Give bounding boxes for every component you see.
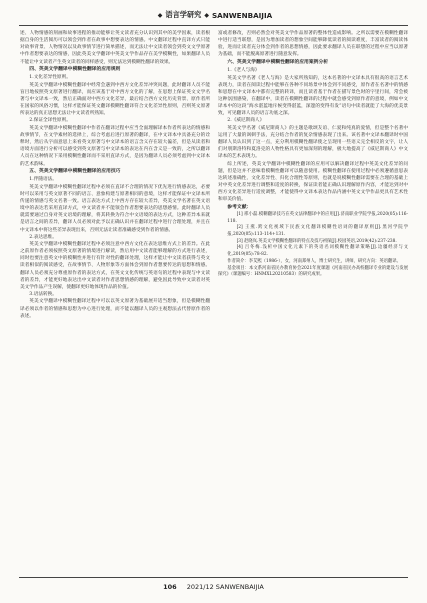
subsection-heading: 1.《老人与海》 [227, 68, 260, 74]
author-bio: 作者简介：李艾熙（1986-），女，河南郑州人，博士研究生，讲师，研究方向：英语翻译。 [227, 258, 401, 264]
page-number: 106 [163, 583, 177, 591]
header-title: 语言学研究 [165, 10, 202, 19]
paragraph: 英美文学翻译中模糊性翻译过程中必须在直译不合理的情况下优先进行情感表达，必要时可以采用与英文原著不同的语言、意象构建与原著相同的意境，这样才能保证中文译本所传递的情感与英文名著一致。语言表达方式上中西方存在较大差异，英美文学名著在英文语境中的表达若采用直译方式，中文读者并不能领会作者想要表达的思想感情。此时翻译人员就需要通过自身对英文语境的理解，将其转换为符合中文语境的表达方式，这种差异本来就是语言之间的差异，翻译人员必须对此予以正确认识并在翻译过程中进行合理处理，并且在中文译本中将这些差异表现出来，否则无法让读者准确感受到作者的情感。 [20, 184, 210, 233]
footer-rule [19, 577, 408, 578]
header-brand: SANWENBAIJIA [211, 10, 273, 20]
references-heading: 参考文献： [227, 205, 252, 211]
section-heading: 五、英美文学翻译中模糊性翻译的应用技巧 [29, 169, 121, 175]
subsection-heading: 1.伴随语法。 [29, 177, 57, 183]
diamond-icon: ◆ [157, 11, 163, 19]
paragraph: 富或者修改，否则必然会对英美文学作品原著的整体性造成影响。之所以需要在模糊性翻译中进行适当联想，是因为增加读者的想象空间能够降低读者的阅读难度，丰富读者的阅读体验，进而让读者充分体会到作者的思想情感，因此要求翻译人员在联想的过程中应当以原著为基础，而不能脱离原著进行随意发挥。 [218, 31, 408, 58]
paragraph: 英美文学名著《老人与海》是大家所熟知的，这本名著的中文译本具有很高的语言艺术表现力，读者在阅读过程中能够在各种不同场景中体会到不同感受，原作者在名著中的情感和思想在中文译本中都有完整的转译，而且读者基于作者在描写景色时的字里行间，常会被这种氛围感染，在翻译中，读者在模糊性翻译的过程中就会感受到原作者的意境，例如中文译本中的这段“海水湛蓝地斥候变得湛蓝，深邃的变得有发”语句中读者就能了大海的优美景致，可见翻译人员的语言功底之深。 [218, 75, 408, 117]
subsection-heading: 2.表达思维。 [29, 234, 57, 240]
paragraph: 英美文学翻译中模糊性翻译过程中必须注意中西方文化在表达思维方式上的差异。在此之前原作者必须按照英文原著的情境进行解读，然后用中文读者能够理解的方式进行表述，同时也要注意英文中的模糊性并进行有针对性的翻译处理，这样才能让中文读者获得与英文读者相似的阅读感受，在故事情节、人物形象等方面体会到原作者想要传达的思想和情感。翻译人员必须充分尊重原作者的表达方式，在英文文化传统与英语句的过程中表现与中文读者的差异，才能更好地表达出中文读者对作者思想情感的理解，避免因此导致中文读者对英美文学作品产生误解，使翻译更好地体现作品的价值。 [20, 241, 210, 290]
paragraph: 英美文学名著《威尼斯商人》的主题是歌颂友谊、仁爱和纯真的爱情，但是整个名著中运用了大量的讽刺手法，充分结合作者的复杂情感表现了出来。该名著中文译本翻译时中国翻译人员认识到了这一点，充分利用模糊性翻译使之呈现用一些语义完全相反的文字，让人们对朋斯洛特和夏洛克的人物性格具有更加深刻的理解，极大地提高了《威尼斯商人》中文译本的艺术表现力。 [218, 125, 408, 160]
section-heading: 六、英美文学翻译中模糊性翻译的应用案例分析 [227, 60, 329, 66]
funding-note: 基金项目：本文系河南省民办教育协会2021年度课题《河南省民办高校翻译专业的建设与发展探究》（课题编号：HNMXL20210583）的研究成果。 [218, 265, 408, 278]
subsection-heading: 2.保证全译性原则。 [29, 118, 71, 124]
paragraph: 述、人物情感的刻画和故事进程的推动能够让英文读者充分认识到其中的美学因素，读者根据自身的生活阅历可以领会到作者在故事中想要表达的情感。中文翻译过程中直译方式只能对故事背景、人物情况以及故事情节进行简单描述，而无法让中文读者领会到英文文学原著中作者想要表达的情感，因此英美文学翻译中英美文学作品存在美学模糊性，如果翻译人员不能让中文读者产生英文读者的同样感受，则无法达到模糊性翻译的效果。 [20, 31, 210, 65]
paragraph: 英美文学翻译中模糊性翻译中经常会遇到中西方文化差异冲突问题，此时翻译人员不能盲目地按照英文原著进行翻译，而应该基于对中西方文化的了解，在思想上保证英文文学名著与中文译本一致，然后正确面对中西方文化差异，最后结合西方文化历史背景、原作者所在国家的风俗习惯，这样才能保证英文翻译模糊性翻译符合文化差异性原则，否则英文原著所表达的真正思想无法让中文读者所熟知。 [20, 82, 210, 117]
reference-item: [4] 吕冬梅.浅析中国文化元素下的英语名词模糊性翻译策略[J].边疆经济与文化,2019(05):78-82. [227, 245, 408, 258]
page-footer [0, 583, 427, 591]
left-column [20, 30, 210, 320]
paragraph: 英美文学翻译中模糊性翻译中作者在翻译过程中应当全面理解译本作者所表达的情感和故事情节，在文学素材的选择上，综合考虑后进行原著的翻译，在中文译本中具备充分的诠释时，然后从字面意思上来看英文原著与中文译本的语言含义存在较大偏差，但是从读者和语境方面进行分析可以感受到英文原著与中文译本的表达在内在含义是一致的，之所以翻译人员在这种情况下采用模糊性翻译而不采用直译方式，是因为翻译人员必须考虑到中文译本的艺术韵味。 [20, 125, 210, 167]
section-heading: 四、英美文学翻译中模糊性翻译的应用规则 [29, 67, 121, 73]
subsection-heading: 2.《威尼斯商人》 [227, 118, 265, 124]
reference-item: [3] 赵晓岚.英美文学模糊性翻译的特点及技巧初探[J].校园英语,2019(42):237-238. [236, 238, 397, 244]
reference-item: [2] 王燕.跨文化视域下民族文化翻译模糊性语词的翻译原则[J].黑河学院学报,2020(05):113-114+131. [227, 225, 408, 238]
reference-item: [1] 邢小磊.模糊翻译技巧在英文法律翻译中的应用[J].济南职业学院学报,2020(05):116-118. [227, 211, 408, 224]
diamond-icon: ◆ [204, 11, 209, 19]
page-header [0, 8, 427, 22]
subsection-heading: 3.语法转换。 [29, 292, 57, 298]
issue-label: 2021/12 SANWENBAIJIA [186, 583, 264, 591]
header-rule [19, 25, 408, 26]
paragraph: 综上所述，英美文学翻译中模糊性翻译的应用可以解决翻译过程中英美文化差异的问题，但是这并不意味着模糊性翻译可以随意使用。模糊性翻译在使用过程中必须遵循意思表达转述准确性、文化差异性、归化合理性等原则，也就是说模糊性翻译需要在合理的基础上对中英文化差异进行调整和适度的转换，保证读者能正确认识理解原作内容，才能达到对中西方文化差异进行适度调整，才能使得中文译本表达作品内涵中英文文学作品更具有艺术性和审美价值。 [218, 161, 408, 203]
right-column [218, 30, 408, 279]
subsection-heading: 1.文化差异性原则。 [29, 75, 71, 81]
paragraph: 英美文学翻译中模糊性翻译过程中可以以英文原著为基础展开适当想象，但是模糊性翻译必须以作者的情感和思想为中心进行处理，而不能以翻译人员的主观想法去代替原作者的表述。 [20, 299, 210, 319]
